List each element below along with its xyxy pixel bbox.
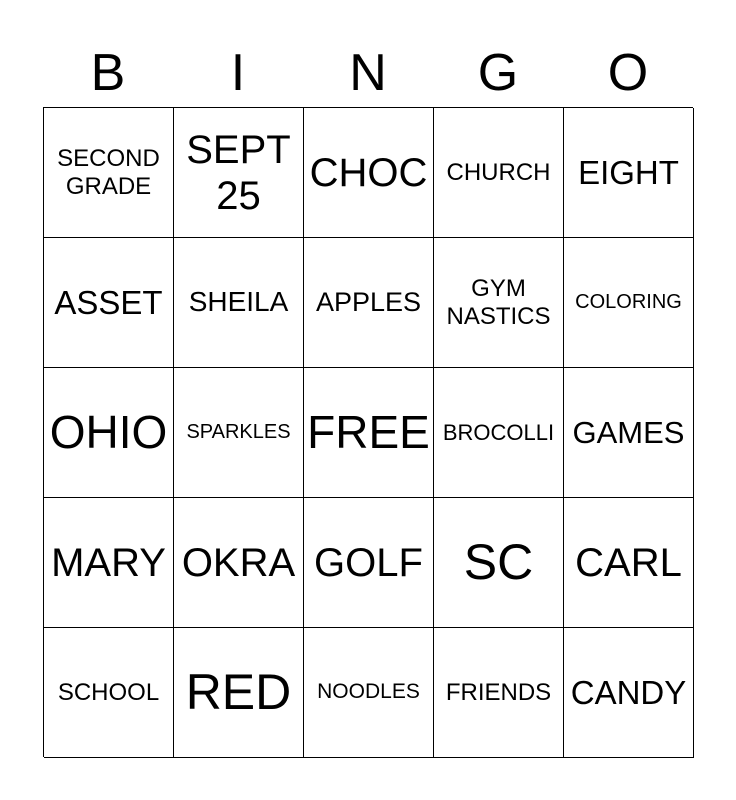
cell-text: SCHOOL (57, 678, 160, 706)
bingo-cell-r0-c1[interactable] (174, 108, 304, 238)
cell-text: CHOC (309, 150, 428, 195)
cell-text: FRIENDS (445, 678, 552, 706)
cell-text: SEPT 25 (186, 127, 291, 218)
header-letter-n: N (349, 44, 387, 102)
cell-text: CHURCH (446, 158, 551, 186)
cell-text: COLORING (575, 291, 682, 313)
bingo-header (43, 40, 693, 106)
bingo-cell-r3-c3[interactable] (434, 498, 564, 628)
cell-text: RED (185, 663, 292, 720)
cell-text: CARL (575, 540, 682, 585)
bingo-cell-r2-c0[interactable] (44, 368, 174, 498)
cell-text: GOLF (314, 540, 423, 585)
bingo-cell-r4-c4[interactable] (564, 628, 694, 758)
bingo-cell-r2-c4[interactable] (564, 368, 694, 498)
bingo-cell-r4-c2[interactable] (304, 628, 434, 758)
bingo-cell-r0-c2[interactable] (304, 108, 434, 238)
cell-text: SECOND GRADE (57, 144, 160, 200)
bingo-cell-r4-c3[interactable] (434, 628, 564, 758)
bingo-cell-r2-c1[interactable] (174, 368, 304, 498)
bingo-board (43, 107, 693, 757)
cell-text: APPLES (315, 286, 422, 317)
bingo-cell-r0-c0[interactable] (44, 108, 174, 238)
bingo-cell-r1-c0[interactable] (44, 238, 174, 368)
bingo-cell-r0-c3[interactable] (434, 108, 564, 238)
bingo-cell-r2-c3[interactable] (434, 368, 564, 498)
cell-text: OKRA (181, 540, 296, 585)
cell-text: EIGHT (578, 153, 679, 191)
cell-text: GAMES (572, 414, 685, 450)
header-letter-b: B (90, 44, 126, 102)
bingo-cell-r3-c0[interactable] (44, 498, 174, 628)
cell-text: SC (463, 533, 534, 590)
bingo-cell-r1-c2[interactable] (304, 238, 434, 368)
bingo-cell-r1-c1[interactable] (174, 238, 304, 368)
cell-text: SHEILA (188, 286, 289, 318)
cell-text: SPARKLES (186, 421, 291, 443)
cell-text: GYM NASTICS (446, 274, 551, 330)
bingo-cell-r1-c3[interactable] (434, 238, 564, 368)
cell-text: ASSET (54, 283, 163, 321)
bingo-cell-r4-c1[interactable] (174, 628, 304, 758)
bingo-cell-r1-c4[interactable] (564, 238, 694, 368)
cell-text: FREE (307, 406, 430, 459)
bingo-cell-r4-c0[interactable] (44, 628, 174, 758)
header-letter-g: G (477, 44, 519, 102)
bingo-cell-r2-c2[interactable] (304, 368, 434, 498)
header-letter-o: O (607, 44, 649, 102)
bingo-cell-r0-c4[interactable] (564, 108, 694, 238)
bingo-cell-r3-c2[interactable] (304, 498, 434, 628)
bingo-cell-r3-c4[interactable] (564, 498, 694, 628)
cell-text: OHIO (49, 406, 168, 459)
cell-text: CANDY (570, 673, 687, 711)
cell-text: BROCOLLI (442, 419, 555, 445)
cell-text: MARY (51, 540, 166, 585)
header-letter-i: I (230, 44, 246, 102)
bingo-cell-r3-c1[interactable] (174, 498, 304, 628)
cell-text: NOODLES (317, 680, 420, 704)
